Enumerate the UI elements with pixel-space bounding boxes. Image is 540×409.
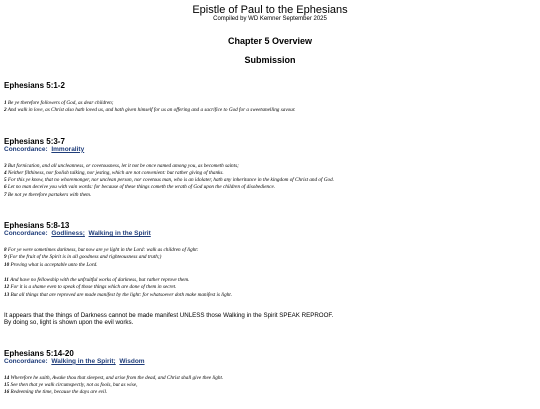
page-subtitle: Compiled by WD Kemner September 2025 <box>213 16 327 22</box>
verse-text: Be not ye therefore partakers with them. <box>7 191 92 198</box>
concordance-label: Concordance: <box>4 230 48 238</box>
concordance-link-walking-in-the-spirit[interactable]: Walking in the Spirit; <box>51 357 116 365</box>
verse-list <box>4 247 534 299</box>
verse-number: 13 <box>4 291 10 298</box>
verse-text: Let no man deceive you with vain words: for because of these things cometh the wrath of God upon the children of disobedience. <box>7 184 276 191</box>
page-title: Epistle of Paul to the Ephesians <box>192 4 348 16</box>
verse-number: 3 <box>4 162 7 169</box>
section-heading: Ephesians 5:3-7 <box>4 136 65 146</box>
verse-text: But all things that are reproved are made manifest by the light: for whatsoever doth make manifest is light. <box>10 291 233 298</box>
section-heading: Ephesians 5:14-20 <box>4 348 74 358</box>
verse-text: Redeeming the time, because the days are evil. <box>10 389 108 396</box>
concordance-link-walking-in-the-spirit[interactable]: Walking in the Spirit <box>88 230 151 238</box>
verse-text: But fornication, and all uncleanness, or covetousness, let it not be once named among you, as becometh saints; <box>7 162 239 169</box>
concordance-line <box>4 358 534 366</box>
verse-line <box>4 184 534 191</box>
verse-list <box>4 163 534 199</box>
verse-number: 11 <box>4 276 9 283</box>
verse-number: 15 <box>4 382 10 389</box>
verse-text: (For the fruit of the Spirit is in all goodness and righteousness and truth;) <box>7 254 162 261</box>
verse-line <box>4 254 534 261</box>
concordance-link-immorality[interactable]: Immorality <box>51 145 85 153</box>
verse-line <box>4 262 534 269</box>
verse-number: 1 <box>4 100 7 106</box>
verse-text: For this ye know, that no whoremonger, nor unclean person, nor covetous man, who is an idolater, hath any inheritance in the kingdom of Christ and of God. <box>7 177 334 184</box>
verse-number: 14 <box>4 374 10 381</box>
commentary <box>0 312 540 327</box>
section-heading: Ephesians 5:8-13 <box>4 221 70 231</box>
verse-text: And have no fellowship with the unfruitful works of darkness, but rather reprove them. <box>10 276 190 283</box>
verse-text: Wherefore he saith, Awake thou that sleepest, and arise from the dead, and Christ shall give thee light. <box>10 374 224 381</box>
verse-list <box>4 100 534 115</box>
section-heading: Ephesians 5:1-2 <box>4 81 65 90</box>
verse-number: 12 <box>4 284 10 291</box>
verse-text: Be ye therefore followers of God, as dear children; <box>7 100 114 106</box>
section-5-14-20 <box>0 349 540 397</box>
verse-line <box>4 192 534 199</box>
commentary-line: It appears that the things of Darkness cannot be made manifest UNLESS those Walking in the Spirit SPEAK REPROOF. <box>4 311 334 319</box>
concordance-label: Concordance: <box>4 357 48 365</box>
verse-text: See then that ye walk circumspectly, not as fools, but as wise, <box>10 382 138 389</box>
verse-number: 5 <box>4 177 7 184</box>
chapter-heading: Chapter 5 Overview <box>227 36 313 46</box>
verse-line <box>4 382 534 389</box>
concordance-line <box>4 146 534 154</box>
section-5-3-7 <box>0 137 540 199</box>
section-5-8-13 <box>0 221 540 299</box>
verse-number: 10 <box>4 261 10 268</box>
verse-text: For it is a shame even to speak of those things which are done of them in secret. <box>10 284 177 291</box>
verse-number: 4 <box>4 169 7 176</box>
document-page <box>0 4 540 409</box>
verse-line <box>4 292 534 299</box>
verse-list <box>4 375 534 397</box>
concordance-link-wisdom[interactable]: Wisdom <box>119 357 145 365</box>
verse-line <box>4 389 534 396</box>
verse-text: And walk in love, as Christ also hath loved us, and hath given himself for us an offering and a sacrifice to God for a sweetsmelling savour. <box>7 107 296 114</box>
verse-number: 8 <box>4 247 7 254</box>
verse-text: Proving what is acceptable unto the Lord. <box>10 261 98 268</box>
verse-number: 16 <box>4 389 10 396</box>
verse-number: 2 <box>4 107 7 114</box>
verse-number: 9 <box>4 254 7 261</box>
verse-line <box>4 163 534 170</box>
concordance-label: Concordance: <box>4 145 48 153</box>
verse-line <box>4 284 534 291</box>
concordance-line <box>4 230 534 238</box>
verse-line <box>4 107 534 114</box>
verse-number: 7 <box>4 191 7 198</box>
commentary-line: By doing so, light is shown upon the evil works. <box>4 319 134 327</box>
topic-heading: Submission <box>244 55 296 65</box>
section-5-1-2 <box>0 81 540 115</box>
verse-text: For ye were sometimes darkness, but now are ye light in the Lord: walk as children of light: <box>7 247 199 254</box>
verse-spacer <box>4 269 534 277</box>
verse-number: 6 <box>4 184 7 191</box>
verse-text: Neither filthiness, nor foolish talking, nor jesting, which are not convenient: but rather giving of thanks. <box>7 169 224 176</box>
concordance-link-godliness[interactable]: Godliness; <box>51 230 85 238</box>
